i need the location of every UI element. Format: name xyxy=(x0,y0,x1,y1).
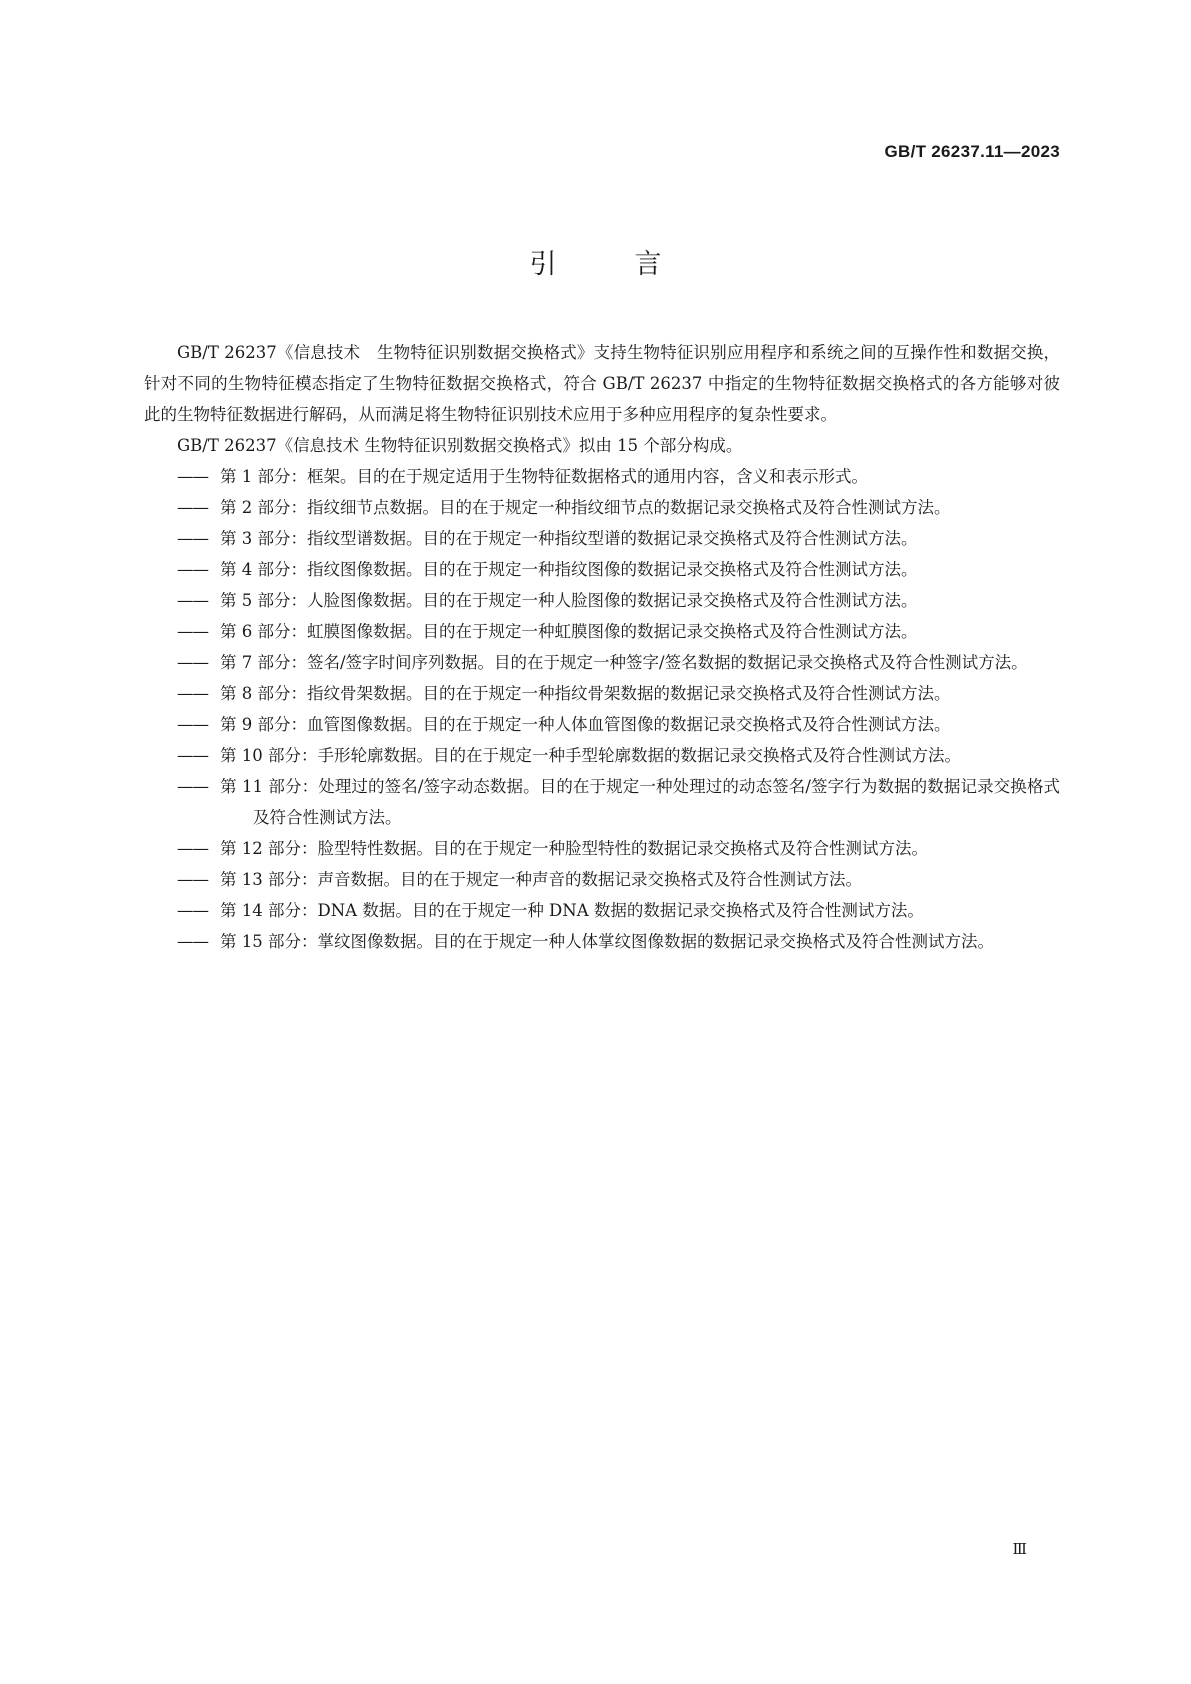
list-item xyxy=(177,461,1060,492)
list-item xyxy=(177,740,1060,771)
part-text: 第 2 部分：指纹细节点数据。目的在于规定一种指纹细节点的数据记录交换格式及符合性测试方法。 xyxy=(220,498,951,517)
list-item xyxy=(177,616,1060,647)
part-text: 第 8 部分：指纹骨架数据。目的在于规定一种指纹骨架数据的数据记录交换格式及符合性测试方法。 xyxy=(220,684,951,703)
dash-mark: —— xyxy=(177,777,208,796)
body-text xyxy=(144,337,1060,957)
part-text: 第 6 部分：虹膜图像数据。目的在于规定一种虹膜图像的数据记录交换格式及符合性测试方法。 xyxy=(220,622,918,641)
part-text: 第 11 部分：处理过的签名/签字动态数据。目的在于规定一种处理过的动态签名/签字行为数据的数据记录交换格式及符合性测试方法。 xyxy=(220,777,1060,827)
part-text: 第 12 部分：脸型特性数据。目的在于规定一种脸型特性的数据记录交换格式及符合性测试方法。 xyxy=(220,839,928,858)
dash-mark: —— xyxy=(177,684,208,703)
dash-mark: —— xyxy=(177,901,208,920)
list-item xyxy=(177,926,1060,957)
parts-statement: GB/T 26237《信息技术 生物特征识别数据交换格式》拟由 15 个部分构成。 xyxy=(177,436,743,455)
parts-list xyxy=(144,461,1060,957)
part-text: 第 14 部分：DNA 数据。目的在于规定一种 DNA 数据的数据记录交换格式及符合性测试方法。 xyxy=(220,901,924,920)
dash-mark: —— xyxy=(177,498,208,517)
dash-mark: —— xyxy=(177,560,208,579)
part-text: 第 1 部分：框架。目的在于规定适用于生物特征数据格式的通用内容，含义和表示形式。 xyxy=(220,467,868,486)
list-item xyxy=(177,864,1060,895)
part-text: 第 9 部分：血管图像数据。目的在于规定一种人体血管图像的数据记录交换格式及符合性测试方法。 xyxy=(220,715,951,734)
part-text: 第 7 部分：签名/签字时间序列数据。目的在于规定一种签字/签名数据的数据记录交换格式及符合性测试方法。 xyxy=(220,653,1028,672)
page-number: Ⅲ xyxy=(1012,1542,1027,1558)
list-item xyxy=(177,585,1060,616)
dash-mark: —— xyxy=(177,932,208,951)
part-text: 第 15 部分：掌纹图像数据。目的在于规定一种人体掌纹图像数据的数据记录交换格式及符合性测试方法。 xyxy=(220,932,994,951)
list-item xyxy=(177,647,1060,678)
list-item xyxy=(177,554,1060,585)
dash-mark: —— xyxy=(177,591,208,610)
part-text: 第 13 部分：声音数据。目的在于规定一种声音的数据记录交换格式及符合性测试方法。 xyxy=(220,870,862,889)
dash-mark: —— xyxy=(177,746,208,765)
dash-mark: —— xyxy=(177,529,208,548)
dash-mark: —— xyxy=(177,870,208,889)
dash-mark: —— xyxy=(177,653,208,672)
part-text: 第 4 部分：指纹图像数据。目的在于规定一种指纹图像的数据记录交换格式及符合性测试方法。 xyxy=(220,560,918,579)
dash-mark: —— xyxy=(177,715,208,734)
standard-code: GB/T 26237.11—2023 xyxy=(884,142,1060,161)
list-item xyxy=(177,492,1060,523)
part-text: 第 5 部分：人脸图像数据。目的在于规定一种人脸图像的数据记录交换格式及符合性测试方法。 xyxy=(220,591,918,610)
list-item xyxy=(177,895,1060,926)
list-item xyxy=(177,771,1060,833)
intro-paragraph: GB/T 26237《信息技术 生物特征识别数据交换格式》支持生物特征识别应用程序和系统之间的互操作性和数据交换，针对不同的生物特征模态指定了生物特征数据交换格式，符合 GB/T 26237 中指定的生物特征数据交换格式的各方能够对彼此的生物特征数据进行解码，从而满足将生物特征识别技术应用于多种应用程序的复杂性要求。 xyxy=(144,343,1060,424)
part-text: 第 10 部分：手形轮廓数据。目的在于规定一种手型轮廓数据的数据记录交换格式及符合性测试方法。 xyxy=(220,746,961,765)
list-item xyxy=(177,523,1060,554)
part-text: 第 3 部分：指纹型谱数据。目的在于规定一种指纹型谱的数据记录交换格式及符合性测试方法。 xyxy=(220,529,918,548)
list-item xyxy=(177,678,1060,709)
list-item xyxy=(177,709,1060,740)
dash-mark: —— xyxy=(177,622,208,641)
page-title: 引言 xyxy=(529,249,740,280)
list-item xyxy=(177,833,1060,864)
dash-mark: —— xyxy=(177,467,208,486)
dash-mark: —— xyxy=(177,839,208,858)
